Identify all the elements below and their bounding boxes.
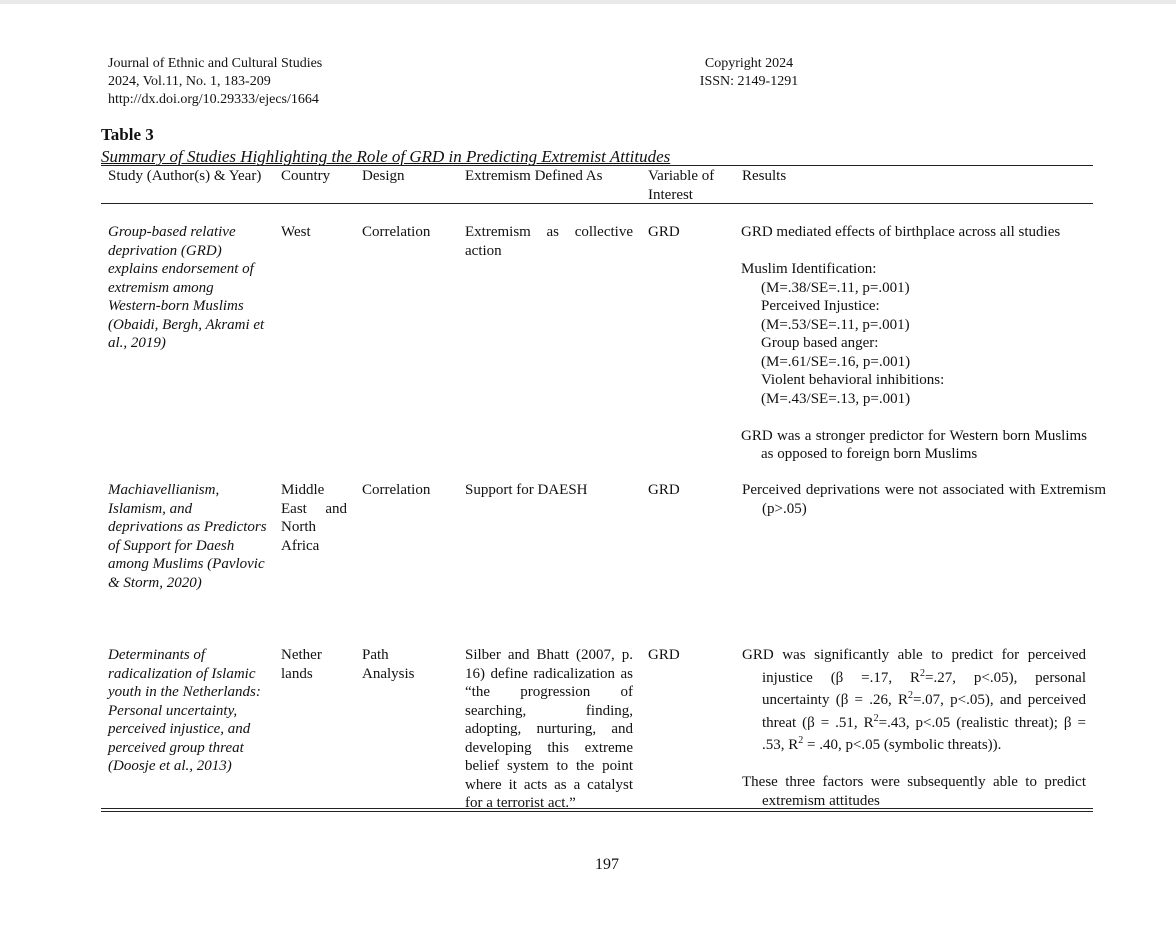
result-measure-2-value: (M=.53/SE=.11, p=.001) bbox=[761, 316, 910, 333]
table-header-rule bbox=[101, 203, 1093, 204]
row3-results-paragraph-2: These three factors were subsequently able to predict extremism attitudes bbox=[742, 774, 1086, 809]
journal-name: Journal of Ethnic and Cultural Studies bbox=[108, 56, 323, 71]
row1-results-conclusion: GRD was a stronger predictor for Western born Muslims as opposed to foreign born Muslims bbox=[741, 427, 1087, 462]
row1-country: West bbox=[281, 224, 311, 240]
result-measure-1-label: Muslim Identification: bbox=[741, 261, 877, 277]
header-variable: Variable of Interest bbox=[648, 168, 715, 203]
row3-study: Determinants of radicalization of Islamic youth in the Netherlands: Personal uncertainty, perceived injustice, and perceived group threat (Doosje et al., 2013) bbox=[108, 647, 261, 774]
row3-results-paragraph-1 bbox=[742, 646, 1086, 755]
row2-design: Correlation bbox=[362, 482, 431, 498]
page-number: 197 bbox=[595, 856, 619, 873]
row1-study: Group-based relative deprivation (GRD) explains endorsement of extremism among Western-born Muslims (Obaidi, Bergh, Akrami et al., 2019) bbox=[108, 224, 265, 351]
result-text: =.43, p<.05 (realistic threat); β = .53, R bbox=[762, 714, 1086, 753]
issn: ISSN: 2149-1291 bbox=[699, 74, 799, 89]
row1-results bbox=[741, 223, 1087, 464]
table-caption: Summary of Studies Highlighting the Role of GRD in Predicting Extremist Attitudes bbox=[101, 147, 671, 166]
copyright-header bbox=[689, 55, 809, 91]
header-results: Results bbox=[742, 168, 787, 184]
spacer bbox=[741, 242, 1087, 261]
result-measure-2-label: Perceived Injustice: bbox=[761, 298, 880, 314]
result-measure-1-value: (M=.38/SE=.11, p=.001) bbox=[761, 279, 910, 296]
result-measure-3-value: (M=.61/SE=.16, p=.001) bbox=[761, 353, 911, 370]
superscript: 2 bbox=[920, 667, 926, 679]
row2-study: Machiavellianism, Islamism, and deprivations as Predictors of Support for Daesh among Muslims (Pavlovic & Storm, 2020) bbox=[108, 482, 267, 591]
result-text: =.07, p<.05), and perceived threat (β = .51, R bbox=[762, 692, 1087, 731]
header-design: Design bbox=[362, 168, 405, 184]
superscript: 2 bbox=[907, 690, 913, 701]
row1-variable: GRD bbox=[648, 224, 680, 240]
row1-design: Correlation bbox=[362, 224, 431, 240]
result-measure-4-label: Violent behavioral inhibitions: bbox=[761, 372, 945, 388]
result-text: = .40, p<.05 (symbolic threats)). bbox=[803, 737, 1002, 753]
header-country: Country bbox=[281, 168, 331, 184]
row2-variable: GRD bbox=[648, 482, 680, 498]
result-measure-4-value: (M=.43/SE=.13, p=.001) bbox=[761, 390, 911, 407]
row2-results: Perceived deprivations were not associated with Extremism (p>.05) bbox=[742, 482, 1106, 517]
spacer bbox=[741, 408, 1087, 427]
row2-country: Middle East and North Africa bbox=[281, 482, 347, 554]
result-text: =.27, p<.05), personal uncertainty (β = .26, R bbox=[762, 669, 1086, 708]
spacer bbox=[742, 755, 1086, 774]
journal-volume: 2024, Vol.11, No. 1, 183-209 bbox=[108, 74, 271, 89]
superscript: 2 bbox=[798, 735, 804, 746]
row2-extremism: Support for DAESH bbox=[465, 482, 588, 498]
row3-extremism: Silber and Bhatt (2007, p. 16) define radicalization as “the progression of searching, finding, adopting, nurturing, and developing this extreme belief system to the point where it acts as a catalyst for a terrorist act.” bbox=[465, 647, 633, 811]
table-top-rule bbox=[101, 165, 1093, 166]
superscript: 2 bbox=[873, 712, 879, 724]
header-study: Study (Author(s) & Year) bbox=[108, 168, 262, 184]
copyright: Copyright 2024 bbox=[704, 56, 794, 71]
row3-country: Nether lands bbox=[281, 647, 322, 682]
journal-header bbox=[108, 55, 322, 109]
row3-variable: GRD bbox=[648, 647, 680, 663]
page-top-edge bbox=[0, 0, 1176, 4]
row1-results-summary: GRD mediated effects of birthplace across all studies bbox=[741, 224, 1061, 240]
row3-results bbox=[742, 646, 1086, 810]
result-measure-3-label: Group based anger: bbox=[761, 335, 879, 351]
journal-doi: http://dx.doi.org/10.29333/ejecs/1664 bbox=[108, 92, 319, 107]
row3-design: Path Analysis bbox=[362, 647, 415, 682]
table-number: Table 3 bbox=[101, 125, 154, 144]
row1-extremism: Extremism as collective action bbox=[465, 224, 633, 259]
header-extremism: Extremism Defined As bbox=[465, 168, 603, 184]
result-text: GRD was significantly able to predict for perceived injustice (β =.17, R bbox=[742, 647, 1086, 686]
